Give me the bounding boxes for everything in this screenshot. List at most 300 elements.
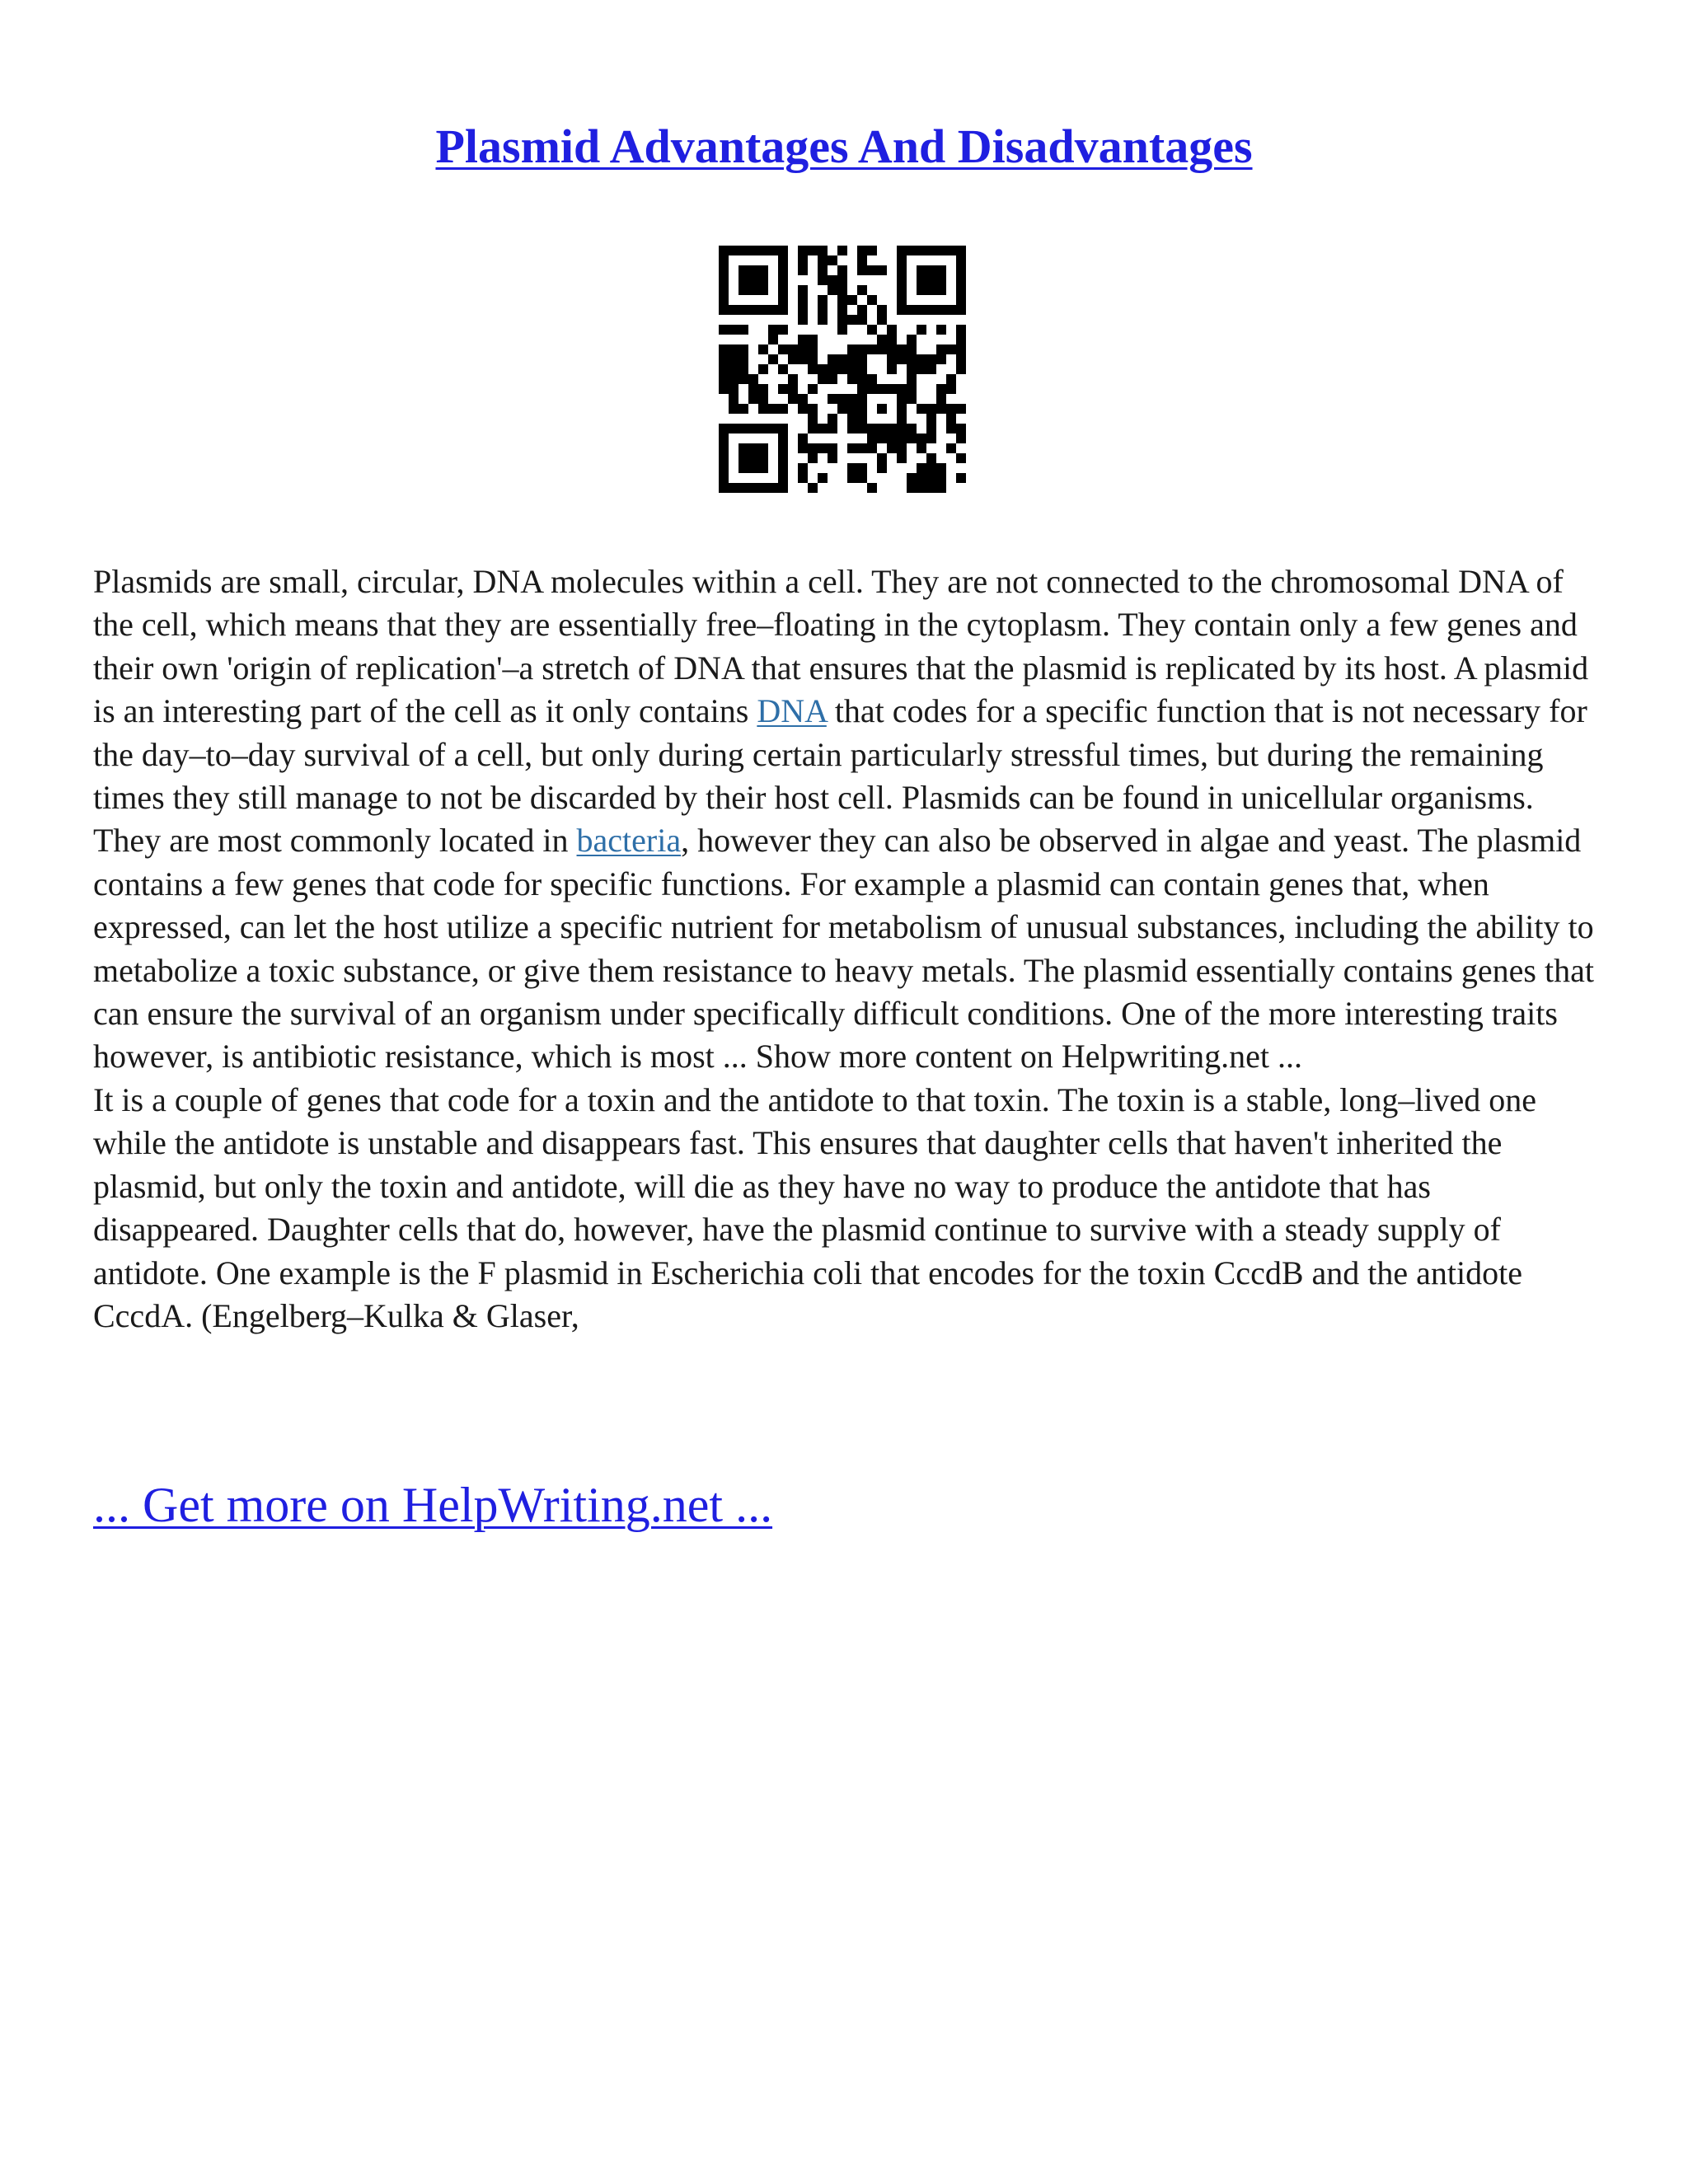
- qr-module: [738, 374, 748, 384]
- qr-module: [719, 443, 729, 453]
- qr-module: [926, 434, 936, 443]
- qr-module: [946, 374, 956, 384]
- qr-module: [946, 443, 956, 453]
- paragraph-1-text-a: Plasmids are small, circular, DNA molecules within a cell. They are not connected to the chromosomal DNA of the cell, which means that they are essentially free–floating in the cytoplasm. They contain only a few genes and their own 'origin of replication'–a stretch of DNA that ensures that the plasmid is replicated by its host. A plasmid is an interesting part of the cell as it only contains: [93, 563, 1589, 730]
- qr-module: [837, 265, 847, 275]
- qr-module: [758, 364, 768, 374]
- qr-module: [778, 325, 788, 335]
- qr-module: [729, 325, 738, 335]
- qr-module: [738, 404, 748, 414]
- qr-module: [926, 364, 936, 374]
- qr-module: [758, 305, 768, 315]
- qr-module: [729, 354, 738, 364]
- qr-module: [917, 473, 926, 483]
- qr-module: [778, 246, 788, 255]
- qr-module: [788, 374, 798, 384]
- qr-module: [719, 246, 729, 255]
- qr-module: [887, 424, 897, 434]
- qr-module: [847, 414, 857, 424]
- qr-module: [719, 265, 729, 275]
- qr-module: [857, 384, 867, 394]
- qr-module: [738, 275, 748, 285]
- qr-module: [758, 275, 768, 285]
- qr-module: [897, 443, 907, 453]
- qr-module: [798, 315, 808, 325]
- qr-module: [808, 384, 818, 394]
- qr-module: [788, 394, 798, 404]
- qr-module: [897, 354, 907, 364]
- qr-module: [847, 424, 857, 434]
- qr-module: [808, 483, 818, 493]
- qr-module: [956, 404, 966, 414]
- qr-module: [847, 463, 857, 473]
- qr-module: [956, 354, 966, 364]
- qr-module: [867, 483, 877, 493]
- qr-module: [788, 354, 798, 364]
- qr-module: [897, 344, 907, 354]
- qr-module: [897, 295, 907, 305]
- qr-module: [768, 404, 778, 414]
- qr-module: [907, 384, 917, 394]
- paragraph-1: [93, 560, 1601, 1079]
- qr-module: [956, 325, 966, 335]
- qr-module: [748, 483, 758, 493]
- qr-module: [867, 384, 877, 394]
- qr-module: [738, 364, 748, 374]
- qr-module: [917, 265, 926, 275]
- qr-module: [857, 255, 867, 265]
- qr-module: [837, 325, 847, 335]
- qr-module: [897, 404, 907, 414]
- qr-module: [926, 414, 936, 424]
- qr-module: [946, 344, 956, 354]
- qr-module: [926, 305, 936, 315]
- qr-module: [926, 453, 936, 463]
- qr-module: [748, 275, 758, 285]
- qr-module: [719, 295, 729, 305]
- qr-module: [887, 354, 897, 364]
- qr-module: [837, 305, 847, 315]
- qr-module: [907, 483, 917, 493]
- qr-module: [917, 404, 926, 414]
- get-more-link-wrapper: [93, 1474, 772, 1536]
- qr-module: [936, 354, 946, 364]
- qr-module: [768, 354, 778, 364]
- qr-module: [818, 275, 828, 285]
- paragraph-2: It is a couple of genes that code for a toxin and the antidote to that toxin. The toxin is a stable, long–lived one while the antidote is unstable and disappears fast. This ensures that daughter cells that haven't inherited the plasmid, but only the toxin and antidote, will die as they have no way to produce the antidote that has disappeared. Daughter cells that do, however, have the plasmid continue to survive with a steady supply of antidote. One example is the F plasmid in Escherichia coli that encodes for the toxin CccdB and the antidote CccdA. (Engelberg–Kulka & Glaser,: [93, 1080, 1537, 1334]
- qr-module: [926, 473, 936, 483]
- qr-module: [748, 246, 758, 255]
- qr-module: [798, 463, 808, 473]
- qr-module: [917, 325, 926, 335]
- qr-module: [887, 325, 897, 335]
- qr-module: [926, 246, 936, 255]
- qr-module: [828, 255, 837, 265]
- qr-module: [808, 414, 818, 424]
- qr-module: [907, 344, 917, 354]
- qr-module: [946, 246, 956, 255]
- qr-module: [778, 305, 788, 315]
- qr-module: [798, 434, 808, 443]
- qr-module: [907, 424, 917, 434]
- qr-module: [748, 265, 758, 275]
- qr-module: [877, 344, 887, 354]
- qr-module: [738, 443, 748, 453]
- qr-module: [738, 305, 748, 315]
- qr-module: [857, 424, 867, 434]
- qr-module: [956, 265, 966, 275]
- qr-module: [837, 354, 847, 364]
- qr-module: [719, 354, 729, 364]
- qr-module: [719, 344, 729, 354]
- qr-module: [798, 473, 808, 483]
- qr-module: [956, 335, 966, 344]
- qr-module: [837, 246, 847, 255]
- qr-module: [798, 295, 808, 305]
- qr-module: [926, 463, 936, 473]
- qr-module: [828, 285, 837, 295]
- dna-link[interactable]: DNA: [757, 692, 827, 730]
- qr-module: [907, 305, 917, 315]
- qr-module: [768, 325, 778, 335]
- qr-module: [917, 246, 926, 255]
- qr-module: [729, 394, 738, 404]
- qr-module: [818, 315, 828, 325]
- qr-module: [738, 483, 748, 493]
- qr-module: [778, 443, 788, 453]
- qr-module: [897, 394, 907, 404]
- qr-module: [808, 364, 818, 374]
- qr-module: [917, 434, 926, 443]
- qr-module: [857, 404, 867, 414]
- qr-module: [897, 384, 907, 394]
- qr-module: [798, 404, 808, 414]
- qr-module: [936, 463, 946, 473]
- qr-module: [748, 384, 758, 394]
- qr-module: [877, 404, 887, 414]
- get-more-link[interactable]: ... Get more on HelpWriting.net ...: [93, 1478, 773, 1532]
- qr-module: [719, 473, 729, 483]
- qr-module: [956, 255, 966, 265]
- qr-module: [857, 374, 867, 384]
- qr-module: [748, 424, 758, 434]
- qr-module: [877, 463, 887, 473]
- qr-module: [857, 315, 867, 325]
- qr-module: [828, 453, 837, 463]
- qr-module: [719, 275, 729, 285]
- qr-module: [857, 364, 867, 374]
- qr-module: [867, 443, 877, 453]
- qr-module: [847, 295, 857, 305]
- qr-module: [897, 424, 907, 434]
- qr-module: [837, 285, 847, 295]
- qr-module: [936, 305, 946, 315]
- qr-module: [956, 473, 966, 483]
- qr-module: [768, 335, 778, 344]
- qr-module: [719, 434, 729, 443]
- qr-module: [758, 483, 768, 493]
- qr-module: [956, 364, 966, 374]
- qr-module: [778, 384, 788, 394]
- qr-module: [917, 443, 926, 453]
- qr-module: [956, 453, 966, 463]
- qr-module: [897, 255, 907, 265]
- qr-module: [936, 384, 946, 394]
- qr-module: [867, 344, 877, 354]
- qr-module: [778, 364, 788, 374]
- qr-module: [768, 483, 778, 493]
- qr-module: [758, 463, 768, 473]
- qr-module: [758, 394, 768, 404]
- qr-module: [808, 354, 818, 364]
- qr-module: [828, 275, 837, 285]
- qr-module: [719, 255, 729, 265]
- qr-module: [748, 463, 758, 473]
- qr-module: [798, 305, 808, 315]
- qr-module: [719, 483, 729, 493]
- qr-module: [897, 275, 907, 285]
- qr-module: [768, 305, 778, 315]
- qr-module: [828, 443, 837, 453]
- qr-module: [778, 434, 788, 443]
- qr-module: [808, 335, 818, 344]
- qr-module: [877, 265, 887, 275]
- qr-module: [847, 354, 857, 364]
- qr-module: [946, 414, 956, 424]
- paragraph-1-text-c: , however they can also be observed in algae and yeast. The plasmid contains a few genes that code for specific functions. For example a plasmid can contain genes that, when expressed, can let the host utilize a specific nutrient for metabolism of unusual substances, including the ability to metabolize a toxic substance, or give them resistance to heavy metals. The plasmid essentially contains genes that can ensure the survival of an organism under specifically difficult conditions. One of the more interesting traits however, is antibiotic resistance, which is most ... Show more content on Helpwriting.net ...: [93, 822, 1594, 1076]
- qr-module: [887, 443, 897, 453]
- qr-module: [936, 344, 946, 354]
- qr-module: [867, 434, 877, 443]
- qr-module: [897, 246, 907, 255]
- qr-module: [956, 285, 966, 295]
- qr-module: [738, 424, 748, 434]
- qr-module: [917, 483, 926, 493]
- qr-module: [818, 374, 828, 384]
- qr-module: [877, 335, 887, 344]
- qr-module: [847, 473, 857, 483]
- qr-module: [837, 394, 847, 404]
- qr-module: [748, 453, 758, 463]
- qr-module: [837, 295, 847, 305]
- qr-module: [778, 255, 788, 265]
- qr-module: [719, 374, 729, 384]
- qr-module: [788, 344, 798, 354]
- qr-module: [758, 404, 768, 414]
- qr-module: [808, 453, 818, 463]
- qr-module: [887, 335, 897, 344]
- qr-module: [897, 265, 907, 275]
- qr-module: [778, 295, 788, 305]
- qr-module: [907, 394, 917, 404]
- qr-module: [956, 275, 966, 285]
- qr-module: [719, 463, 729, 473]
- qr-module: [877, 384, 887, 394]
- qr-module: [729, 364, 738, 374]
- qr-module: [917, 275, 926, 285]
- qr-module: [818, 295, 828, 305]
- qr-module: [946, 305, 956, 315]
- qr-module: [907, 473, 917, 483]
- qr-module: [738, 285, 748, 295]
- qr-module: [778, 344, 788, 354]
- qr-module: [738, 265, 748, 275]
- qr-module: [837, 364, 847, 374]
- qr-module: [847, 443, 857, 453]
- qr-module: [758, 443, 768, 453]
- qr-module: [798, 443, 808, 453]
- qr-module: [828, 374, 837, 384]
- qr-module: [729, 424, 738, 434]
- qr-module: [867, 246, 877, 255]
- qr-module: [758, 265, 768, 275]
- qr-module: [758, 384, 768, 394]
- qr-module: [837, 275, 847, 285]
- page-title: [0, 114, 1688, 180]
- qr-module: [926, 404, 936, 414]
- qr-module: [808, 424, 818, 434]
- qr-module: [936, 325, 946, 335]
- qr-module: [758, 285, 768, 295]
- qr-module: [818, 305, 828, 315]
- qr-module: [768, 246, 778, 255]
- qr-module: [758, 344, 768, 354]
- qr-module: [926, 275, 936, 285]
- qr-module: [857, 354, 867, 364]
- qr-module: [729, 246, 738, 255]
- qr-module: [956, 305, 966, 315]
- qr-module: [818, 473, 828, 483]
- qr-module: [917, 354, 926, 364]
- qr-module: [758, 246, 768, 255]
- qr-module: [907, 354, 917, 364]
- qr-module: [936, 473, 946, 483]
- qr-module: [956, 246, 966, 255]
- qr-module: [917, 285, 926, 295]
- qr-module: [828, 414, 837, 424]
- title-link[interactable]: Plasmid Advantages And Disadvantages: [435, 120, 1253, 173]
- qr-module: [738, 453, 748, 463]
- qr-module: [936, 285, 946, 295]
- qr-module: [719, 325, 729, 335]
- qr-module: [897, 305, 907, 315]
- qr-module: [857, 473, 867, 483]
- qr-module: [778, 453, 788, 463]
- qr-module: [907, 335, 917, 344]
- qr-module: [877, 434, 887, 443]
- qr-module: [818, 443, 828, 453]
- qr-module: [729, 384, 738, 394]
- qr-module: [798, 354, 808, 364]
- qr-module: [748, 374, 758, 384]
- qr-module: [936, 483, 946, 493]
- qr-module: [719, 285, 729, 295]
- qr-module: [837, 315, 847, 325]
- qr-module: [818, 364, 828, 374]
- qr-module: [719, 424, 729, 434]
- qr-module: [926, 424, 936, 434]
- qr-module: [857, 344, 867, 354]
- qr-module: [897, 285, 907, 295]
- qr-module: [857, 394, 867, 404]
- qr-module: [808, 404, 818, 414]
- qr-module: [778, 275, 788, 285]
- qr-module: [778, 285, 788, 295]
- qr-module: [877, 315, 887, 325]
- qr-module: [867, 295, 877, 305]
- qr-module: [917, 364, 926, 374]
- qr-module: [818, 424, 828, 434]
- qr-module: [946, 384, 956, 394]
- article-body: [93, 560, 1601, 1338]
- qr-module: [847, 315, 857, 325]
- qr-module: [897, 414, 907, 424]
- qr-module: [748, 285, 758, 295]
- qr-module: [936, 265, 946, 275]
- qr-module: [758, 424, 768, 434]
- qr-module: [778, 404, 788, 414]
- qr-module: [828, 364, 837, 374]
- qr-module: [778, 483, 788, 493]
- qr-module: [887, 364, 897, 374]
- qr-module: [936, 246, 946, 255]
- qr-module: [936, 394, 946, 404]
- qr-module: [798, 285, 808, 295]
- qr-module: [729, 305, 738, 315]
- qr-module: [847, 374, 857, 384]
- qr-module: [926, 285, 936, 295]
- qr-module: [719, 364, 729, 374]
- qr-module: [926, 483, 936, 493]
- qr-module: [907, 434, 917, 443]
- qr-module: [738, 354, 748, 364]
- qr-module: [946, 424, 956, 434]
- qr-module: [798, 246, 808, 255]
- qr-module: [887, 344, 897, 354]
- qr-module: [956, 344, 966, 354]
- qr-module: [867, 265, 877, 275]
- qr-module: [897, 434, 907, 443]
- qr-module: [936, 404, 946, 414]
- qr-code-graphic: [719, 246, 966, 493]
- qr-module: [748, 443, 758, 453]
- qr-module: [877, 453, 887, 463]
- bacteria-link[interactable]: bacteria: [576, 822, 682, 860]
- qr-module: [877, 424, 887, 434]
- qr-module: [798, 344, 808, 354]
- qr-module: [857, 414, 867, 424]
- qr-module: [778, 473, 788, 483]
- qr-module: [857, 305, 867, 315]
- qr-module: [907, 364, 917, 374]
- qr-module: [956, 295, 966, 305]
- qr-module: [818, 255, 828, 265]
- qr-module: [828, 394, 837, 404]
- qr-module: [877, 305, 887, 315]
- qr-module: [857, 285, 867, 295]
- qr-module: [778, 424, 788, 434]
- qr-module: [758, 453, 768, 463]
- qr-module: [808, 246, 818, 255]
- qr-module: [867, 424, 877, 434]
- qr-module: [748, 305, 758, 315]
- qr-module: [857, 443, 867, 453]
- qr-module: [857, 265, 867, 275]
- qr-module: [719, 305, 729, 315]
- qr-module: [729, 483, 738, 493]
- qr-module: [778, 265, 788, 275]
- qr-module: [946, 404, 956, 414]
